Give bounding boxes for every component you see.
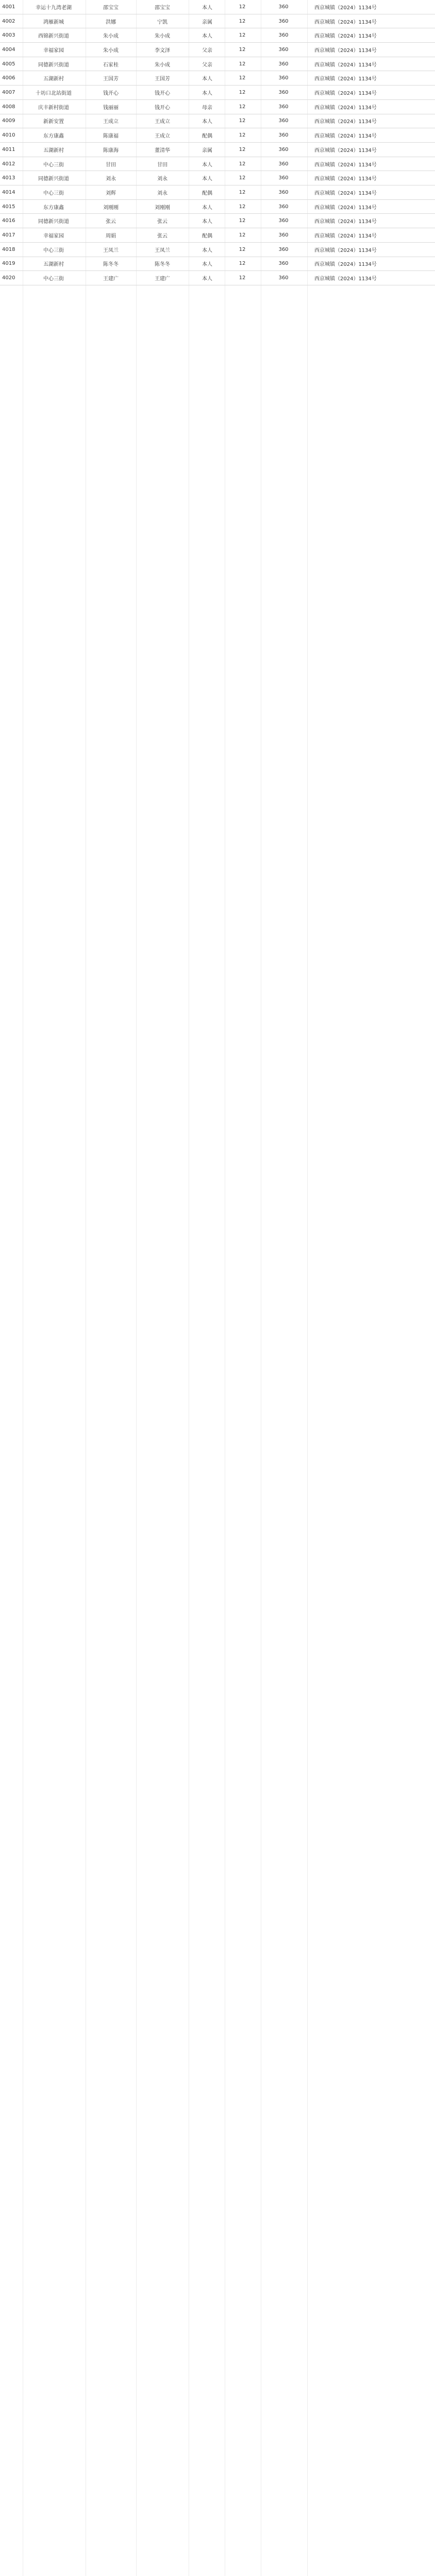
document-ref-cell: 西京城镇（2024）1134号 bbox=[314, 133, 377, 140]
months-cell: 12 bbox=[239, 132, 246, 139]
months-cell: 12 bbox=[239, 4, 246, 10]
village-cell: 鸿雁新城 bbox=[43, 19, 64, 25]
amount-cell: 360 bbox=[278, 118, 289, 124]
amount-cell: 360 bbox=[278, 261, 289, 267]
amount-cell: 360 bbox=[278, 189, 289, 195]
relation-cell: 亲属 bbox=[202, 19, 212, 25]
row-id: 4020 bbox=[2, 275, 15, 281]
name-cell: 陈康海 bbox=[103, 147, 119, 154]
amount-cell: 360 bbox=[278, 132, 289, 139]
amount-cell: 360 bbox=[278, 246, 289, 252]
household-head-cell: 朱小成 bbox=[155, 62, 170, 68]
row-id: 4009 bbox=[2, 118, 15, 124]
table-row bbox=[0, 128, 435, 143]
document-ref-cell: 西京城镇（2024）1134号 bbox=[314, 205, 377, 211]
row-id: 4011 bbox=[2, 146, 15, 152]
document-ref-cell: 西京城镇（2024）1134号 bbox=[314, 119, 377, 125]
months-cell: 12 bbox=[239, 104, 246, 110]
table-row bbox=[0, 143, 435, 157]
document-ref-cell: 西京城镇（2024）1134号 bbox=[314, 105, 377, 111]
amount-cell: 360 bbox=[278, 75, 289, 81]
document-ref-cell: 西京城镇（2024）1134号 bbox=[314, 33, 377, 40]
document-ref-cell: 西京城镇（2024）1134号 bbox=[314, 233, 377, 240]
months-cell: 12 bbox=[239, 161, 246, 167]
name-cell: 张云 bbox=[106, 219, 116, 225]
months-cell: 12 bbox=[239, 232, 246, 239]
amount-cell: 360 bbox=[278, 61, 289, 67]
name-cell: 刘永 bbox=[106, 176, 116, 182]
row-id: 4012 bbox=[2, 161, 15, 167]
name-cell: 王建广 bbox=[103, 276, 119, 282]
village-cell: 幸福家园 bbox=[43, 233, 64, 240]
household-head-cell: 张云 bbox=[157, 219, 168, 225]
row-id: 4018 bbox=[2, 246, 15, 252]
name-cell: 王成立 bbox=[103, 119, 119, 125]
months-cell: 12 bbox=[239, 118, 246, 124]
document-ref-cell: 西京城镇（2024）1134号 bbox=[314, 176, 377, 182]
document-ref-cell: 西京城镇（2024）1134号 bbox=[314, 76, 377, 82]
name-cell: 朱小成 bbox=[103, 47, 119, 54]
months-cell: 12 bbox=[239, 246, 246, 252]
household-head-cell: 刘永 bbox=[157, 190, 168, 196]
document-ref-cell: 西京城镇（2024）1134号 bbox=[314, 147, 377, 154]
village-cell: 幸运十九湾老湖 bbox=[36, 5, 72, 11]
name-cell: 刘刚刚 bbox=[103, 205, 119, 211]
relation-cell: 本人 bbox=[202, 33, 212, 40]
document-ref-cell: 西京城镇（2024）1134号 bbox=[314, 91, 377, 97]
village-cell: 同德新兴街道 bbox=[38, 219, 69, 225]
document-ref-cell: 西京城镇（2024）1134号 bbox=[314, 162, 377, 168]
row-id: 4003 bbox=[2, 32, 15, 39]
relation-cell: 父亲 bbox=[202, 47, 212, 54]
amount-cell: 360 bbox=[278, 218, 289, 224]
table-row bbox=[0, 100, 435, 114]
row-id: 4010 bbox=[2, 132, 15, 139]
relation-cell: 配偶 bbox=[202, 190, 212, 196]
row-id: 4013 bbox=[2, 175, 15, 181]
amount-cell: 360 bbox=[278, 90, 289, 96]
table-row bbox=[0, 72, 435, 86]
village-cell: 庆丰新村街道 bbox=[38, 105, 69, 111]
months-cell: 12 bbox=[239, 189, 246, 195]
name-cell: 朱小成 bbox=[103, 33, 119, 40]
village-cell: 幸福家园 bbox=[43, 47, 64, 54]
amount-cell: 360 bbox=[278, 18, 289, 24]
table-row bbox=[0, 243, 435, 257]
table-row bbox=[0, 228, 435, 243]
row-id: 4019 bbox=[2, 261, 15, 267]
household-head-cell: 刘刚刚 bbox=[155, 205, 170, 211]
relation-cell: 本人 bbox=[202, 119, 212, 125]
village-cell: 同德新兴街道 bbox=[38, 62, 69, 68]
household-head-cell: 钱开心 bbox=[155, 91, 170, 97]
table-row bbox=[0, 57, 435, 72]
table-row bbox=[0, 14, 435, 29]
relation-cell: 本人 bbox=[202, 91, 212, 97]
relation-cell: 本人 bbox=[202, 262, 212, 268]
household-head-cell: 朱小成 bbox=[155, 33, 170, 40]
household-head-cell: 陈冬冬 bbox=[155, 262, 170, 268]
row-id: 4007 bbox=[2, 90, 15, 96]
amount-cell: 360 bbox=[278, 175, 289, 181]
months-cell: 12 bbox=[239, 261, 246, 267]
document-ref-cell: 西京城镇（2024）1134号 bbox=[314, 47, 377, 54]
months-cell: 12 bbox=[239, 218, 246, 224]
relation-cell: 本人 bbox=[202, 205, 212, 211]
relation-cell: 本人 bbox=[202, 276, 212, 282]
village-cell: 五湖新村 bbox=[43, 76, 64, 82]
village-cell: 新新安置 bbox=[43, 119, 64, 125]
months-cell: 12 bbox=[239, 275, 246, 281]
amount-cell: 360 bbox=[278, 4, 289, 10]
row-id: 4001 bbox=[2, 4, 15, 10]
village-cell: 中心三街 bbox=[43, 162, 64, 168]
row-id: 4015 bbox=[2, 204, 15, 210]
name-cell: 陈康福 bbox=[103, 133, 119, 140]
document-ref-cell: 西京城镇（2024）1134号 bbox=[314, 247, 377, 253]
village-cell: 同德新兴街道 bbox=[38, 176, 69, 182]
document-ref-cell: 西京城镇（2024）1134号 bbox=[314, 5, 377, 11]
village-cell: 西锦新兴街道 bbox=[38, 33, 69, 40]
document-ref-cell: 西京城镇（2024）1134号 bbox=[314, 190, 377, 196]
table-row bbox=[0, 86, 435, 100]
amount-cell: 360 bbox=[278, 204, 289, 210]
row-id: 4014 bbox=[2, 189, 15, 195]
name-cell: 刘辉 bbox=[106, 190, 116, 196]
household-head-cell: 王建广 bbox=[155, 276, 170, 282]
table-row bbox=[0, 185, 435, 200]
table-row bbox=[0, 0, 435, 14]
household-head-cell: 李文泽 bbox=[155, 47, 170, 54]
relation-cell: 母亲 bbox=[202, 105, 212, 111]
name-cell: 周娟 bbox=[106, 233, 116, 240]
table-row bbox=[0, 28, 435, 43]
relation-cell: 父亲 bbox=[202, 62, 212, 68]
column-divider bbox=[307, 0, 308, 2576]
relation-cell: 本人 bbox=[202, 76, 212, 82]
name-cell: 洪娜 bbox=[106, 19, 116, 25]
household-head-cell: 王国芳 bbox=[155, 76, 170, 82]
column-divider bbox=[136, 0, 137, 2576]
row-id: 4005 bbox=[2, 61, 15, 67]
amount-cell: 360 bbox=[278, 146, 289, 152]
relation-cell: 配偶 bbox=[202, 233, 212, 240]
table-row bbox=[0, 43, 435, 57]
amount-cell: 360 bbox=[278, 161, 289, 167]
months-cell: 12 bbox=[239, 75, 246, 81]
relation-cell: 本人 bbox=[202, 162, 212, 168]
village-cell: 中心三街 bbox=[43, 276, 64, 282]
relation-cell: 本人 bbox=[202, 219, 212, 225]
months-cell: 12 bbox=[239, 175, 246, 181]
household-head-cell: 宁凯 bbox=[157, 19, 168, 25]
row-id: 4004 bbox=[2, 46, 15, 53]
amount-cell: 360 bbox=[278, 104, 289, 110]
months-cell: 12 bbox=[239, 32, 246, 39]
name-cell: 石家桂 bbox=[103, 62, 119, 68]
table-row bbox=[0, 114, 435, 129]
relation-cell: 本人 bbox=[202, 5, 212, 11]
household-head-cell: 张云 bbox=[157, 233, 168, 240]
name-cell: 王凤兰 bbox=[103, 247, 119, 253]
name-cell: 邵宝宝 bbox=[103, 5, 119, 11]
relation-cell: 本人 bbox=[202, 176, 212, 182]
table-row bbox=[0, 257, 435, 272]
household-head-cell: 王成立 bbox=[155, 119, 170, 125]
relation-cell: 本人 bbox=[202, 247, 212, 253]
relation-cell: 亲属 bbox=[202, 147, 212, 154]
row-id: 4002 bbox=[2, 18, 15, 24]
row-id: 4008 bbox=[2, 104, 15, 110]
document-ref-cell: 西京城镇（2024）1134号 bbox=[314, 19, 377, 25]
table-row bbox=[0, 214, 435, 229]
months-cell: 12 bbox=[239, 61, 246, 67]
village-cell: 五湖新村 bbox=[43, 147, 64, 154]
row-id: 4017 bbox=[2, 232, 15, 239]
months-cell: 12 bbox=[239, 146, 246, 152]
household-head-cell: 刘永 bbox=[157, 176, 168, 182]
village-cell: 中心三街 bbox=[43, 190, 64, 196]
amount-cell: 360 bbox=[278, 275, 289, 281]
village-cell: 中心三街 bbox=[43, 247, 64, 253]
amount-cell: 360 bbox=[278, 46, 289, 53]
table-row bbox=[0, 271, 435, 285]
name-cell: 陈冬冬 bbox=[103, 262, 119, 268]
document-ref-cell: 西京城镇（2024）1134号 bbox=[314, 219, 377, 225]
village-cell: 五湖新村 bbox=[43, 262, 64, 268]
household-head-cell: 董清华 bbox=[155, 147, 170, 154]
document-ref-cell: 西京城镇（2024）1134号 bbox=[314, 276, 377, 282]
table-row bbox=[0, 171, 435, 185]
village-cell: 东方康鑫 bbox=[43, 133, 64, 140]
name-cell: 钱丽丽 bbox=[103, 105, 119, 111]
months-cell: 12 bbox=[239, 18, 246, 24]
months-cell: 12 bbox=[239, 90, 246, 96]
table-row bbox=[0, 200, 435, 214]
table-row bbox=[0, 157, 435, 172]
months-cell: 12 bbox=[239, 46, 246, 53]
amount-cell: 360 bbox=[278, 32, 289, 39]
household-head-cell: 王成立 bbox=[155, 133, 170, 140]
household-head-cell: 钱开心 bbox=[155, 105, 170, 111]
amount-cell: 360 bbox=[278, 232, 289, 239]
document-ref-cell: 西京城镇（2024）1134号 bbox=[314, 62, 377, 68]
document-ref-cell: 西京城镇（2024）1134号 bbox=[314, 262, 377, 268]
name-cell: 甘田 bbox=[106, 162, 116, 168]
household-head-cell: 甘田 bbox=[157, 162, 168, 168]
relation-cell: 配偶 bbox=[202, 133, 212, 140]
village-cell: 东方康鑫 bbox=[43, 205, 64, 211]
name-cell: 王国芳 bbox=[103, 76, 119, 82]
village-cell: 十坊口北站街道 bbox=[36, 91, 72, 97]
row-id: 4006 bbox=[2, 75, 15, 81]
row-id: 4016 bbox=[2, 218, 15, 224]
name-cell: 钱开心 bbox=[103, 91, 119, 97]
household-head-cell: 王凤兰 bbox=[155, 247, 170, 253]
months-cell: 12 bbox=[239, 204, 246, 210]
household-head-cell: 邵宝宝 bbox=[155, 5, 170, 11]
